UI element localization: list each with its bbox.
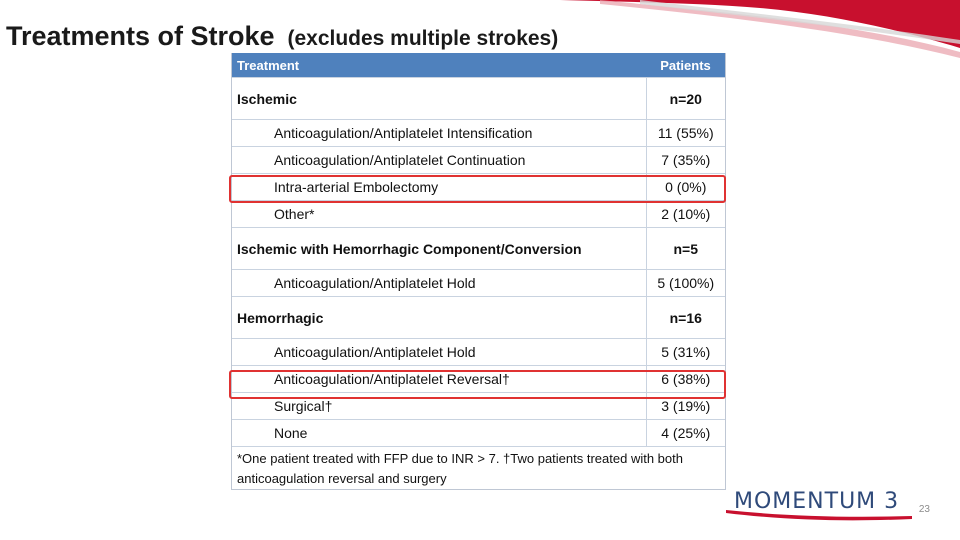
patients-cell: 7 (35%) [646, 147, 725, 174]
treatment-cell: Anticoagulation/Antiplatelet Reversal† [232, 366, 646, 393]
table-row [232, 339, 725, 366]
category-row-hemorrhagic [232, 297, 725, 339]
header-treatment: Treatment [232, 53, 646, 78]
treatment-cell: None [232, 420, 646, 447]
table-row [232, 147, 725, 174]
treatment-cell: Anticoagulation/Antiplatelet Intensification [232, 120, 646, 147]
header-patients: Patients [646, 53, 725, 78]
category-row-ischemic [232, 78, 725, 120]
treatment-cell: Other* [232, 201, 646, 228]
patients-cell: 6 (38%) [646, 366, 725, 393]
category-label: Ischemic [232, 78, 646, 120]
table-row [232, 420, 725, 447]
treatment-cell: Anticoagulation/Antiplatelet Hold [232, 339, 646, 366]
highlight-box-embolectomy [229, 175, 726, 203]
highlight-box-reversal [229, 370, 726, 399]
patients-cell: 11 (55%) [646, 120, 725, 147]
patients-cell: 5 (31%) [646, 339, 725, 366]
patients-cell: 3 (19%) [646, 393, 725, 420]
treatment-cell: Surgical† [232, 393, 646, 420]
patients-cell: 4 (25%) [646, 420, 725, 447]
table-row [232, 201, 725, 228]
category-n: n=20 [646, 78, 725, 120]
footnote-row [232, 447, 725, 490]
treatment-cell: Anticoagulation/Antiplatelet Hold [232, 270, 646, 297]
table-row [232, 120, 725, 147]
category-n: n=16 [646, 297, 725, 339]
title-main: Treatments of Stroke [6, 21, 275, 51]
category-label: Hemorrhagic [232, 297, 646, 339]
patients-cell: 5 (100%) [646, 270, 725, 297]
treatment-cell: Anticoagulation/Antiplatelet Continuation [232, 147, 646, 174]
table-header-row [232, 53, 725, 78]
patients-cell: 2 (10%) [646, 201, 725, 228]
category-n: n=5 [646, 228, 725, 270]
category-row-ischemic-hemorrhagic [232, 228, 725, 270]
table-footnote: *One patient treated with FFP due to INR > 7. †Two patients treated with both anticoagulation reversal and surgery [232, 447, 725, 490]
momentum-logo: MOMENTUM 3 [734, 489, 900, 514]
page-title [6, 16, 558, 53]
title-subtitle: (excludes multiple strokes) [287, 27, 559, 50]
category-label: Ischemic with Hemorrhagic Component/Conversion [232, 228, 646, 270]
treatment-cell: Intra-arterial Embolectomy [232, 174, 646, 201]
patients-cell: 0 (0%) [646, 174, 725, 201]
table-row [232, 270, 725, 297]
treatment-table [231, 53, 726, 490]
page-number: 23 [918, 504, 930, 515]
